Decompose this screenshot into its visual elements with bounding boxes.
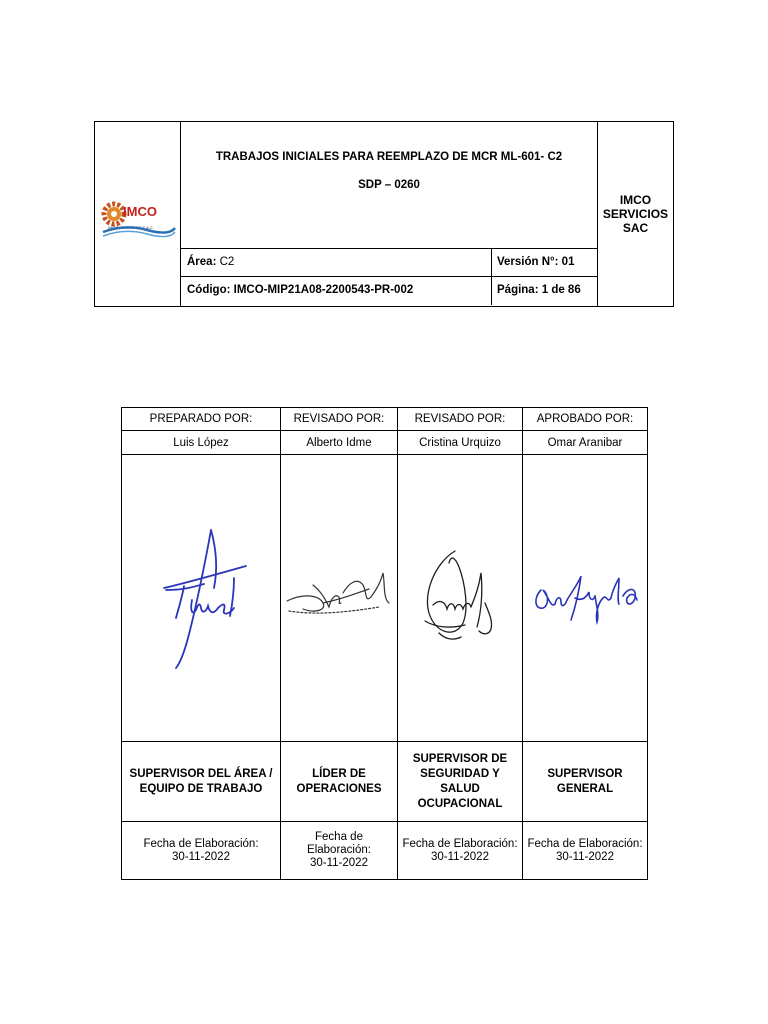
signature-area (398, 455, 522, 742)
signer-name: Cristina Urquizo (398, 431, 522, 455)
svg-text:IMCO: IMCO (123, 204, 157, 219)
position-title: SUPERVISOR DEL ÁREA / EQUIPO DE TRABAJO (122, 742, 280, 822)
handwritten-signature (527, 568, 643, 628)
signer-name: Alberto Idme (281, 431, 397, 455)
area-row (181, 249, 597, 277)
signature-table (121, 407, 648, 880)
position-title: LÍDER DE OPERACIONES (281, 742, 397, 822)
logo-cell (95, 122, 181, 306)
title-cell (181, 122, 597, 249)
company-cell (597, 122, 673, 306)
area-field (187, 256, 234, 268)
handwritten-signature (405, 543, 515, 653)
position-title: SUPERVISOR GENERAL (523, 742, 647, 822)
signature-column (122, 408, 280, 879)
signature-area (281, 455, 397, 742)
elaboration-date: Fecha de Elaboración: 30-11-2022 (307, 831, 371, 869)
elaboration-date: Fecha de Elaboración: 30-11-2022 (143, 837, 259, 863)
area-label: Área: (187, 256, 217, 268)
signature-area (523, 455, 647, 742)
svg-text:IMCO SERVICIOS S.A.C.: IMCO SERVICIOS S.A.C. (108, 225, 154, 230)
signature-area (122, 455, 280, 742)
page-cell (491, 277, 597, 305)
company-name: IMCO SERVICIOS SAC (602, 193, 669, 235)
signer-name: Omar Aranibar (523, 431, 647, 455)
handwritten-signature (126, 518, 276, 678)
document-code-line: SDP – 0260 (358, 179, 420, 191)
codigo-label: Código: IMCO-MIP21A08-2200543-PR-002 (187, 284, 414, 296)
area-value: C2 (219, 256, 235, 268)
signature-column (280, 408, 397, 879)
code-row (181, 277, 597, 305)
version-label: Versión N°: 01 (497, 256, 575, 268)
elaboration-date: Fecha de Elaboración: 30-11-2022 (402, 837, 518, 863)
signature-column (397, 408, 522, 879)
role-label: REVISADO POR: (281, 408, 397, 431)
handwritten-signature (283, 563, 395, 633)
signature-column (522, 408, 647, 879)
role-label: PREPARADO POR: (122, 408, 280, 431)
elaboration-date: Fecha de Elaboración: 30-11-2022 (527, 837, 643, 863)
document-title: TRABAJOS INICIALES PARA REEMPLAZO DE MCR ML-601- C2 (215, 151, 563, 163)
document-header (94, 121, 674, 307)
imco-logo (95, 122, 181, 306)
version-cell (491, 249, 597, 277)
role-label: REVISADO POR: (398, 408, 522, 431)
position-title: SUPERVISOR DE SEGURIDAD Y SALUD OCUPACIONAL (398, 742, 522, 822)
role-label: APROBADO POR: (523, 408, 647, 431)
signer-name: Luis López (122, 431, 280, 455)
page-label: Página: 1 de 86 (497, 284, 581, 296)
